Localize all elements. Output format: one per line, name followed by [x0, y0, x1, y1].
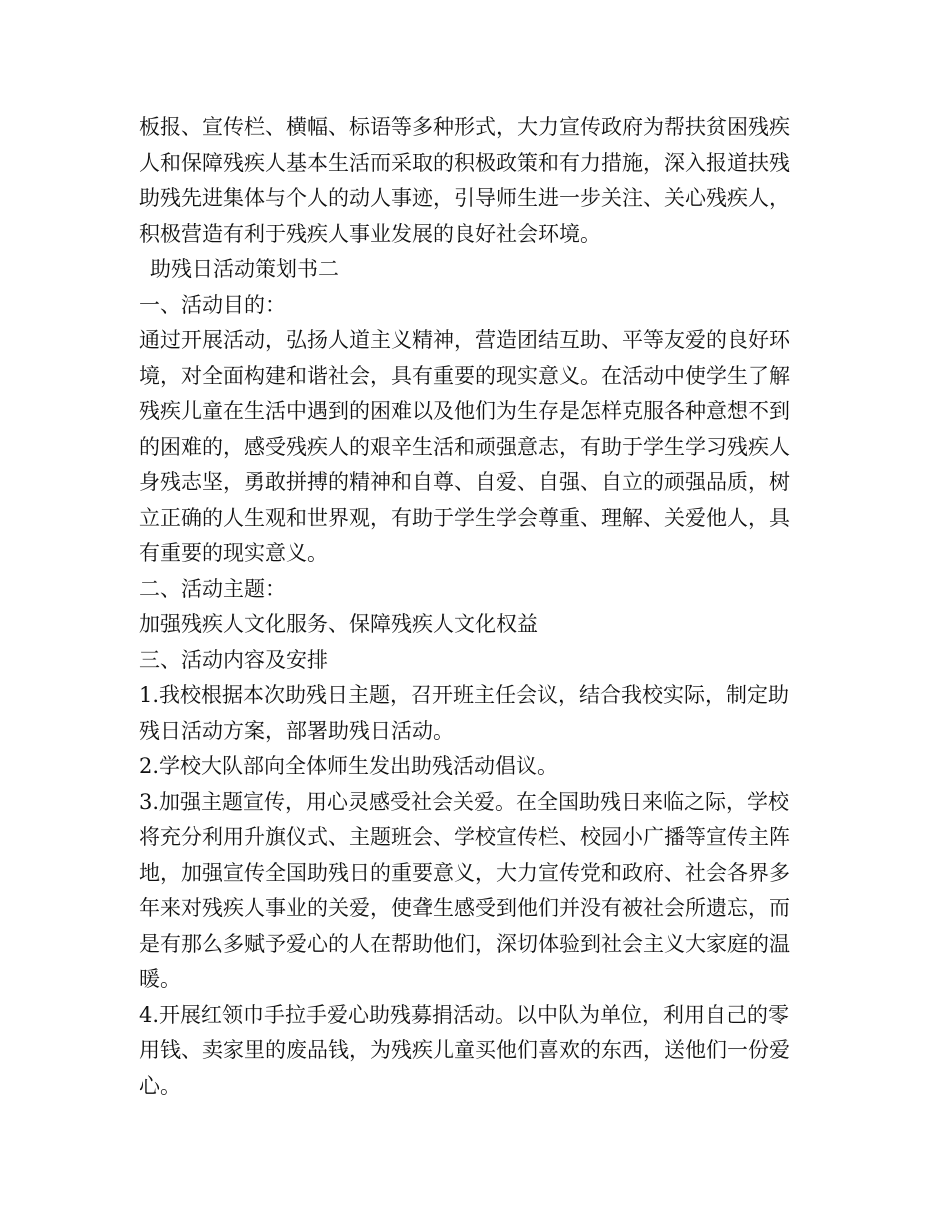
list-item-line: 心。	[139, 1073, 181, 1098]
list-item-line: 是有那么多赋予爱心的人在帮助他们，深切体验到社会主义大家庭的温	[139, 931, 790, 956]
section-title: 助残日活动策划书二	[150, 257, 339, 281]
paragraph-line: 助残先进集体与个人的动人事迹，引导师生进一步关注、关心残疾人，	[139, 186, 790, 210]
list-item-line: 年来对残疾人事业的关爱，使聋生感受到他们并没有被社会所遗忘，而	[139, 896, 790, 920]
paragraph-line: 积极营造有利于残疾人事业发展的良好社会环境。	[139, 221, 601, 246]
list-item-line: 将充分利用升旗仪式、主题班会、学校宣传栏、校园小广播等宣传主阵	[139, 825, 790, 849]
list-item-line: 1.我校根据本次助残日主题，召开班主任会议，结合我校实际，制定助	[139, 683, 790, 707]
document-body	[139, 110, 819, 1104]
paragraph-line: 有重要的现实意义。	[139, 541, 328, 565]
paragraph-line: 的困难的，感受残疾人的艰辛生活和顽强意志，有助于学生学习残疾人	[139, 434, 790, 459]
heading-theme: 二、活动主题：	[139, 576, 286, 601]
list-item-line: 4.开展红领巾手拉手爱心助残募捐活动。以中队为单位，利用自己的零	[139, 1002, 790, 1027]
list-item-line: 2.学校大队部向全体师生发出助残活动倡议。	[139, 754, 559, 778]
paragraph-line: 境，对全面构建和谐社会，具有重要的现实意义。在活动中使学生了解	[139, 363, 790, 388]
heading-content: 三、活动内容及安排	[139, 647, 328, 672]
paragraph-line: 加强残疾人文化服务、保障残疾人文化权益	[139, 612, 538, 636]
paragraph-line: 残疾儿童在生活中遇到的困难以及他们为生存是怎样克服各种意想不到	[139, 399, 790, 423]
list-item-line: 残日活动方案，部署助残日活动。	[139, 718, 454, 743]
paragraph-line: 通过开展活动，弘扬人道主义精神，营造团结互助、平等友爱的良好环	[139, 328, 790, 352]
heading-purpose: 一、活动目的：	[139, 292, 286, 317]
paragraph-line: 人和保障残疾人基本生活而采取的积极政策和有力措施，深入报道扶残	[139, 150, 790, 175]
paragraph-line: 立正确的人生观和世界观，有助于学生学会尊重、理解、关爱他人，具	[139, 505, 790, 530]
list-item-line: 3.加强主题宣传，用心灵感受社会关爱。在全国助残日来临之际，学校	[139, 789, 790, 814]
paragraph-line: 身残志坚，勇敢拼搏的精神和自尊、自爱、自强、自立的顽强品质，树	[139, 470, 790, 494]
list-item-line: 用钱、卖家里的废品钱，为残疾儿童买他们喜欢的东西，送他们一份爱	[139, 1038, 790, 1062]
list-item-line: 地，加强宣传全国助残日的重要意义，大力宣传党和政府、社会各界多	[139, 860, 790, 885]
paragraph-line: 板报、宣传栏、横幅、标语等多种形式，大力宣传政府为帮扶贫困残疾	[139, 115, 790, 139]
list-item-line: 暖。	[139, 967, 181, 991]
